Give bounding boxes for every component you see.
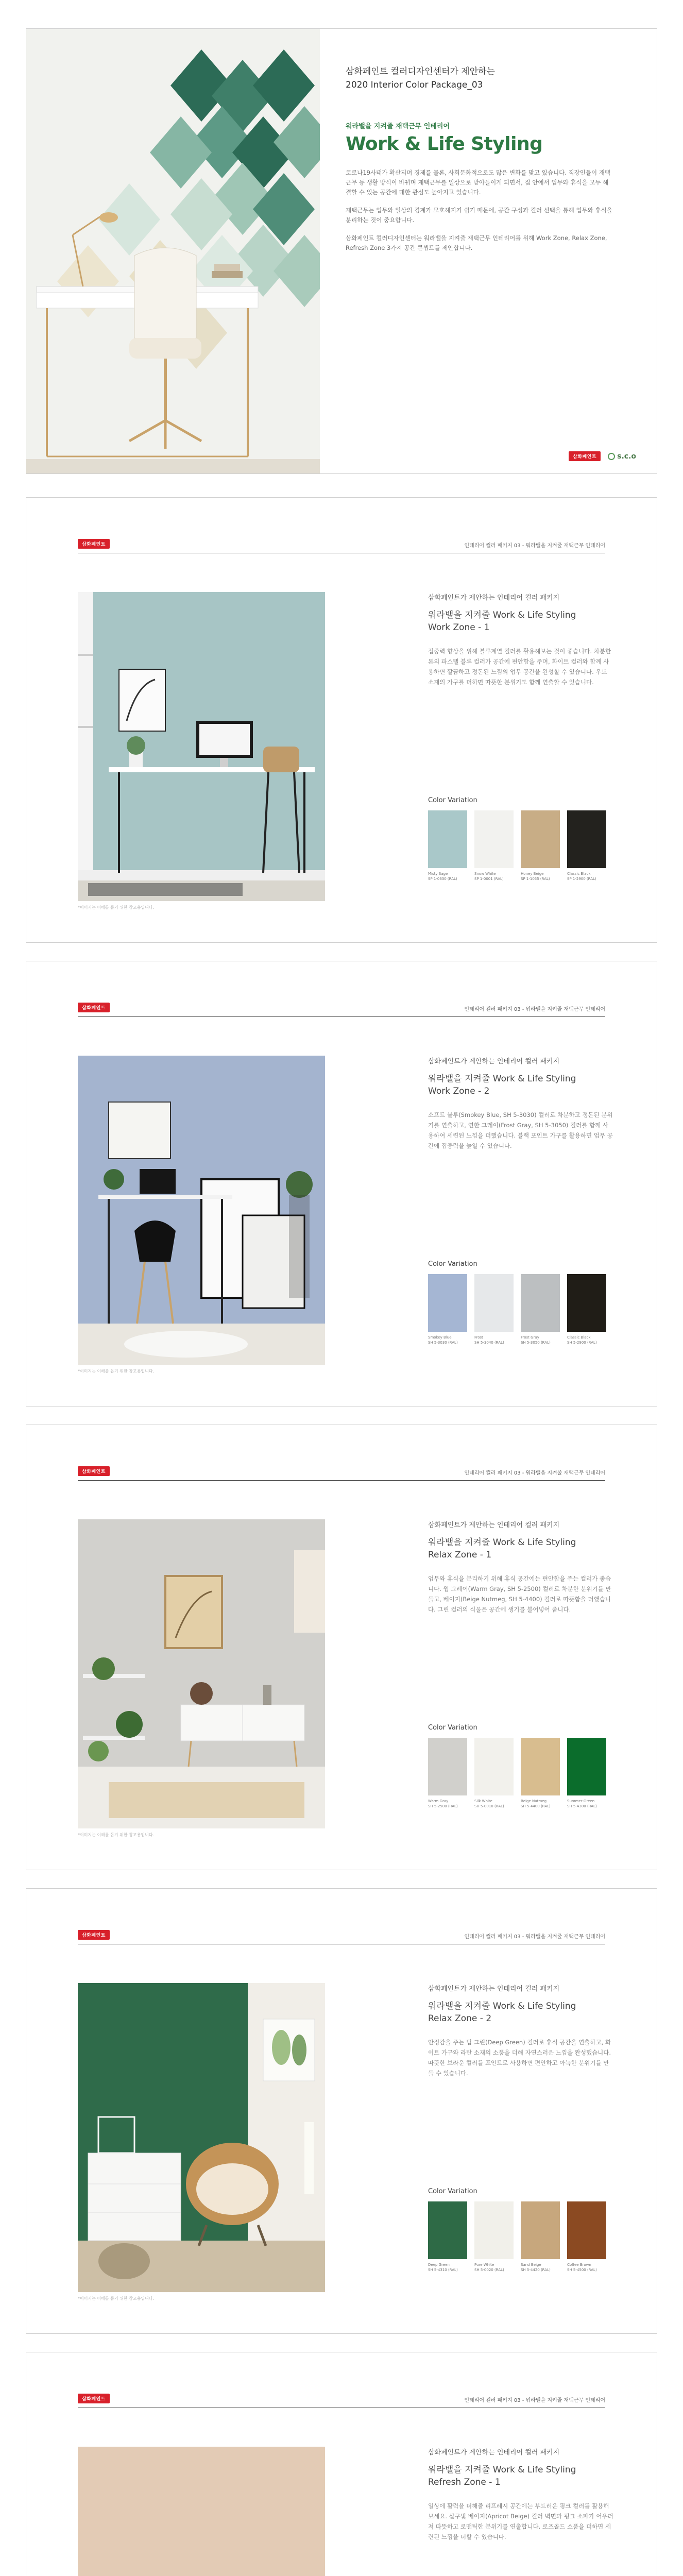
color-swatch (474, 1274, 514, 1345)
color-swatch (474, 810, 514, 882)
swatch-label: Pure White SH 5-0020 (RAL) (474, 2263, 504, 2272)
samhwa-logo: 삼화페인트 (78, 1930, 110, 1940)
zone-card-1 (26, 497, 657, 943)
zone-text (428, 592, 613, 687)
header-breadcrumb: 인테리어 컬러 패키지 03 - 워라밸을 지켜줄 재택근무 인테리어 (464, 1934, 605, 1940)
color-variation (428, 1260, 624, 1345)
color-variation (428, 2188, 624, 2273)
zone-card-5 (26, 2352, 657, 2576)
swatch-row (428, 1738, 624, 1809)
color-swatch (428, 1274, 467, 1345)
color-swatch (521, 2201, 560, 2273)
header-breadcrumb: 인테리어 컬러 패키지 03 - 워라밸을 지켜줄 재택근무 인테리어 (464, 2398, 605, 2403)
zone-kicker: 삼화페인트가 제안하는 인테리어 컬러 패키지 (428, 1985, 560, 1993)
zone-body: 집중력 향상을 위해 블루계열 컬러를 활용해보는 것이 좋습니다. 차분한 톤의 파스텔 블루 컬러가 공간에 편안함을 주며, 화이트 컬러와 함께 사용하면 깔끔하고 정돈된 느낌의 업무 공간을 완성할 수 있습니다. 우드 소재의 가구를 더하면 따뜻한 분위기도 함께 연출할 수 있습니다. (428, 648, 611, 686)
swatch-label: Frost SH 5-3040 (RAL) (474, 1335, 504, 1345)
sco-logo (608, 452, 636, 461)
swatch-chip (428, 810, 467, 868)
swatch-chip (567, 810, 606, 868)
swatch-chip (521, 1274, 560, 1332)
swatch-chip (567, 1274, 606, 1332)
swatch-row (428, 2201, 624, 2273)
zone-title: Relax Zone - 2 (428, 2013, 492, 2024)
swatch-chip (474, 1274, 514, 1332)
cover-paragraph-3: 삼화페인트 컬러디자인센터는 워라밸을 지켜줄 재택근무 인테리어를 위해 Work Zone, Relax Zone, Refresh Zone 3가지 공간 콘셉트를 제안합니다. (346, 234, 607, 251)
zone-title: Work Zone - 2 (428, 1086, 490, 1096)
color-swatch (428, 1738, 467, 1809)
swatch-label: Summer Green SH 5-4300 (RAL) (567, 1799, 597, 1808)
cover-tag: 워라밸을 지켜줄 재택근무 인테리어 (346, 123, 450, 130)
swatch-label: Beige Nutmeg SH 5-4400 (RAL) (521, 1799, 551, 1808)
swatch-chip (567, 1738, 606, 1795)
color-variation-title: Color Variation (428, 2188, 477, 2195)
zone-text (428, 1056, 613, 1151)
color-swatch (521, 810, 560, 882)
cover-text (346, 65, 613, 261)
header-breadcrumb: 인테리어 컬러 패키지 03 - 워라밸을 지켜줄 재택근무 인테리어 (464, 543, 605, 549)
zone-image (78, 1519, 325, 1828)
zone-header (78, 2393, 605, 2408)
color-variation-title: Color Variation (428, 1260, 477, 1268)
swatch-label: Misty Sage SP 1-0630 (RAL) (428, 872, 457, 881)
zone-header (78, 1002, 605, 1017)
samhwa-logo: 삼화페인트 (569, 451, 601, 461)
cover-image (26, 29, 320, 473)
samhwa-logo: 삼화페인트 (78, 2394, 110, 2403)
cover-card (26, 28, 657, 474)
zone-header (78, 1929, 605, 1944)
zone-image (78, 1983, 325, 2292)
zone-heading: 워라밸을 지켜줄 Work & Life Styling (428, 1537, 576, 1548)
image-caption: *이미지는 이해를 돕기 위한 참고용입니다. (78, 1833, 155, 1837)
sco-circle-icon (608, 453, 615, 460)
color-variation (428, 796, 624, 882)
image-caption: *이미지는 이해를 돕기 위한 참고용입니다. (78, 905, 155, 910)
swatch-label: Honey Beige SP 1-1055 (RAL) (521, 872, 550, 881)
zone-title: Work Zone - 1 (428, 622, 490, 633)
color-swatch (567, 2201, 606, 2273)
zone-heading: 워라밸을 지켜줄 Work & Life Styling (428, 2001, 576, 2011)
zone-card-2 (26, 961, 657, 1406)
zone-header (78, 1465, 605, 1481)
zone-kicker: 삼화페인트가 제안하는 인테리어 컬러 패키지 (428, 1521, 560, 1529)
swatch-label: Coffee Brown SH 5-4500 (RAL) (567, 2263, 597, 2272)
zone-kicker: 삼화페인트가 제안하는 인테리어 컬러 패키지 (428, 1058, 560, 1065)
zone-text (428, 2447, 613, 2542)
zone-image (78, 1056, 325, 1365)
swatch-label: Classic Black SH 5-2900 (RAL) (567, 1335, 597, 1345)
color-swatch (428, 2201, 467, 2273)
color-swatch (567, 810, 606, 882)
swatch-chip (474, 1738, 514, 1795)
swatch-label: Snow White SP 1-0001 (RAL) (474, 872, 504, 881)
swatch-label: Sand Beige SH 5-4420 (RAL) (521, 2263, 551, 2272)
zone-image (78, 2447, 325, 2576)
color-swatch (567, 1274, 606, 1345)
zone-kicker: 삼화페인트가 제안하는 인테리어 컬러 패키지 (428, 594, 560, 602)
swatch-chip (521, 810, 560, 868)
color-swatch (474, 2201, 514, 2273)
zone-heading: 워라밸을 지켜줄 Work & Life Styling (428, 1074, 576, 1084)
header-breadcrumb: 인테리어 컬러 패키지 03 - 워라밸을 지켜줄 재택근무 인테리어 (464, 1007, 605, 1012)
swatch-chip (428, 1274, 467, 1332)
cover-title: Work & Life Styling (346, 133, 543, 155)
cover-body (346, 168, 613, 253)
zone-image (78, 592, 325, 901)
zone-heading: 워라밸을 지켜줄 Work & Life Styling (428, 610, 576, 620)
zone-card-3 (26, 1425, 657, 1870)
color-swatch (474, 1738, 514, 1809)
zone-body: 일상에 활력을 더해줄 리프레시 공간에는 부드러운 핑크 컬러를 활용해보세요. 살구빛 베이지(Apricot Beige) 컬러 벽면과 핑크 소파가 어우러져 따뜻하고 로맨틱한 분위기를 연출합니다. 로즈골드 소품을 더하면 세련된 느낌을 더할 수 있습니다. (428, 2502, 613, 2540)
color-swatch (521, 1274, 560, 1345)
swatch-row (428, 1274, 624, 1345)
samhwa-logo: 삼화페인트 (78, 1003, 110, 1012)
zone-text (428, 1983, 613, 2078)
swatch-chip (521, 2201, 560, 2259)
zone-kicker: 삼화페인트가 제안하는 인테리어 컬러 패키지 (428, 2449, 560, 2456)
zone-title: Refresh Zone - 1 (428, 2477, 501, 2487)
swatch-chip (428, 1738, 467, 1795)
swatch-chip (521, 1738, 560, 1795)
zone-heading: 워라밸을 지켜줄 Work & Life Styling (428, 2465, 576, 2475)
zone-body: 안정감을 주는 딥 그린(Deep Green) 컬러로 휴식 공간을 연출하고, 화이트 가구와 라탄 소재의 소품을 더해 자연스러운 느낌을 완성했습니다. 따뜻한 브라운 컬러를 포인트로 사용하면 편안하고 아늑한 분위기를 만들 수 있습니다. (428, 2039, 611, 2077)
swatch-chip (428, 2201, 467, 2259)
color-swatch (521, 1738, 560, 1809)
cover-paragraph-1: 코로나19사태가 확산되며 경제를 물론, 사회문화적으로도 많은 변화를 맞고 있습니다. 직장인들이 재택근무 등 생활 방식이 바뀌며 재택근무를 일상으로 받아들이게 되면서, 집 안에서 업무와 휴식을 모두 해결할 수 있는 공간에 대한 관심도 높아지고 있습니다. (346, 169, 610, 196)
color-swatch (428, 810, 467, 882)
swatch-chip (474, 2201, 514, 2259)
swatch-label: Silk White SH 5-0010 (RAL) (474, 1799, 504, 1808)
cover-paragraph-2: 재택근무는 업무와 일상의 경계가 모호해지기 쉽기 때문에, 공간 구성과 컬러 선택을 통해 업무와 휴식을 분리하는 것이 중요합니다. (346, 207, 612, 224)
samhwa-logo: 삼화페인트 (78, 539, 110, 549)
color-variation (428, 1724, 624, 1809)
samhwa-logo: 삼화페인트 (78, 1466, 110, 1476)
color-variation-title: Color Variation (428, 1724, 477, 1732)
header-breadcrumb: 인테리어 컬러 패키지 03 - 워라밸을 지켜줄 재택근무 인테리어 (464, 1470, 605, 1476)
swatch-label: Smokey Blue SH 5-3030 (RAL) (428, 1335, 458, 1345)
swatch-label: Deep Green SH 5-4310 (RAL) (428, 2263, 458, 2272)
swatch-label: Classic Black SP 1-2900 (RAL) (567, 872, 596, 881)
image-caption: *이미지는 이해를 돕기 위한 참고용입니다. (78, 2296, 155, 2301)
zone-body: 소프트 블루(Smokey Blue, SH 5-3030) 컬러로 차분하고 정돈된 분위기를 연출하고, 연한 그레이(Frost Gray, SH 5-3050) 컬러를 함께 사용하여 세련된 느낌을 더했습니다. 블랙 포인트 가구를 활용하면 업무 공간에 집중력을 높일 수 있습니다. (428, 1111, 613, 1149)
swatch-label: Frost Gray SH 5-3050 (RAL) (521, 1335, 551, 1345)
cover-subtitle-2: 2020 Interior Color Package_03 (346, 80, 483, 90)
color-swatch (567, 1738, 606, 1809)
cover-brand-row (569, 451, 636, 461)
image-caption: *이미지는 이해를 돕기 위한 참고용입니다. (78, 1369, 155, 1374)
zone-header (78, 538, 605, 553)
zone-card-4 (26, 1888, 657, 2334)
sco-logo-text: s.c.o (617, 452, 636, 461)
zone-body: 업무와 휴식을 분리하기 위해 휴식 공간에는 편안함을 주는 컬러가 좋습니다. 웜 그레이(Warm Gray, SH 5-2500) 컬러로 차분한 분위기를 만들고, 베이지(Beige Nutmeg, SH 5-4400) 컬러로 따뜻함을 더했습니다. 그린 컬러의 식물은 공간에 생기를 불어넣어 줍니다. (428, 1575, 611, 1613)
swatch-chip (567, 2201, 606, 2259)
swatch-row (428, 810, 624, 882)
zone-text (428, 1519, 613, 1615)
swatch-label: Warm Gray SH 5-2500 (RAL) (428, 1799, 458, 1808)
swatch-chip (474, 810, 514, 868)
cover-subtitle-1: 삼화페인트 컬러디자인센터가 제안하는 (346, 66, 495, 77)
zone-title: Relax Zone - 1 (428, 1550, 492, 1560)
color-variation-title: Color Variation (428, 796, 477, 804)
